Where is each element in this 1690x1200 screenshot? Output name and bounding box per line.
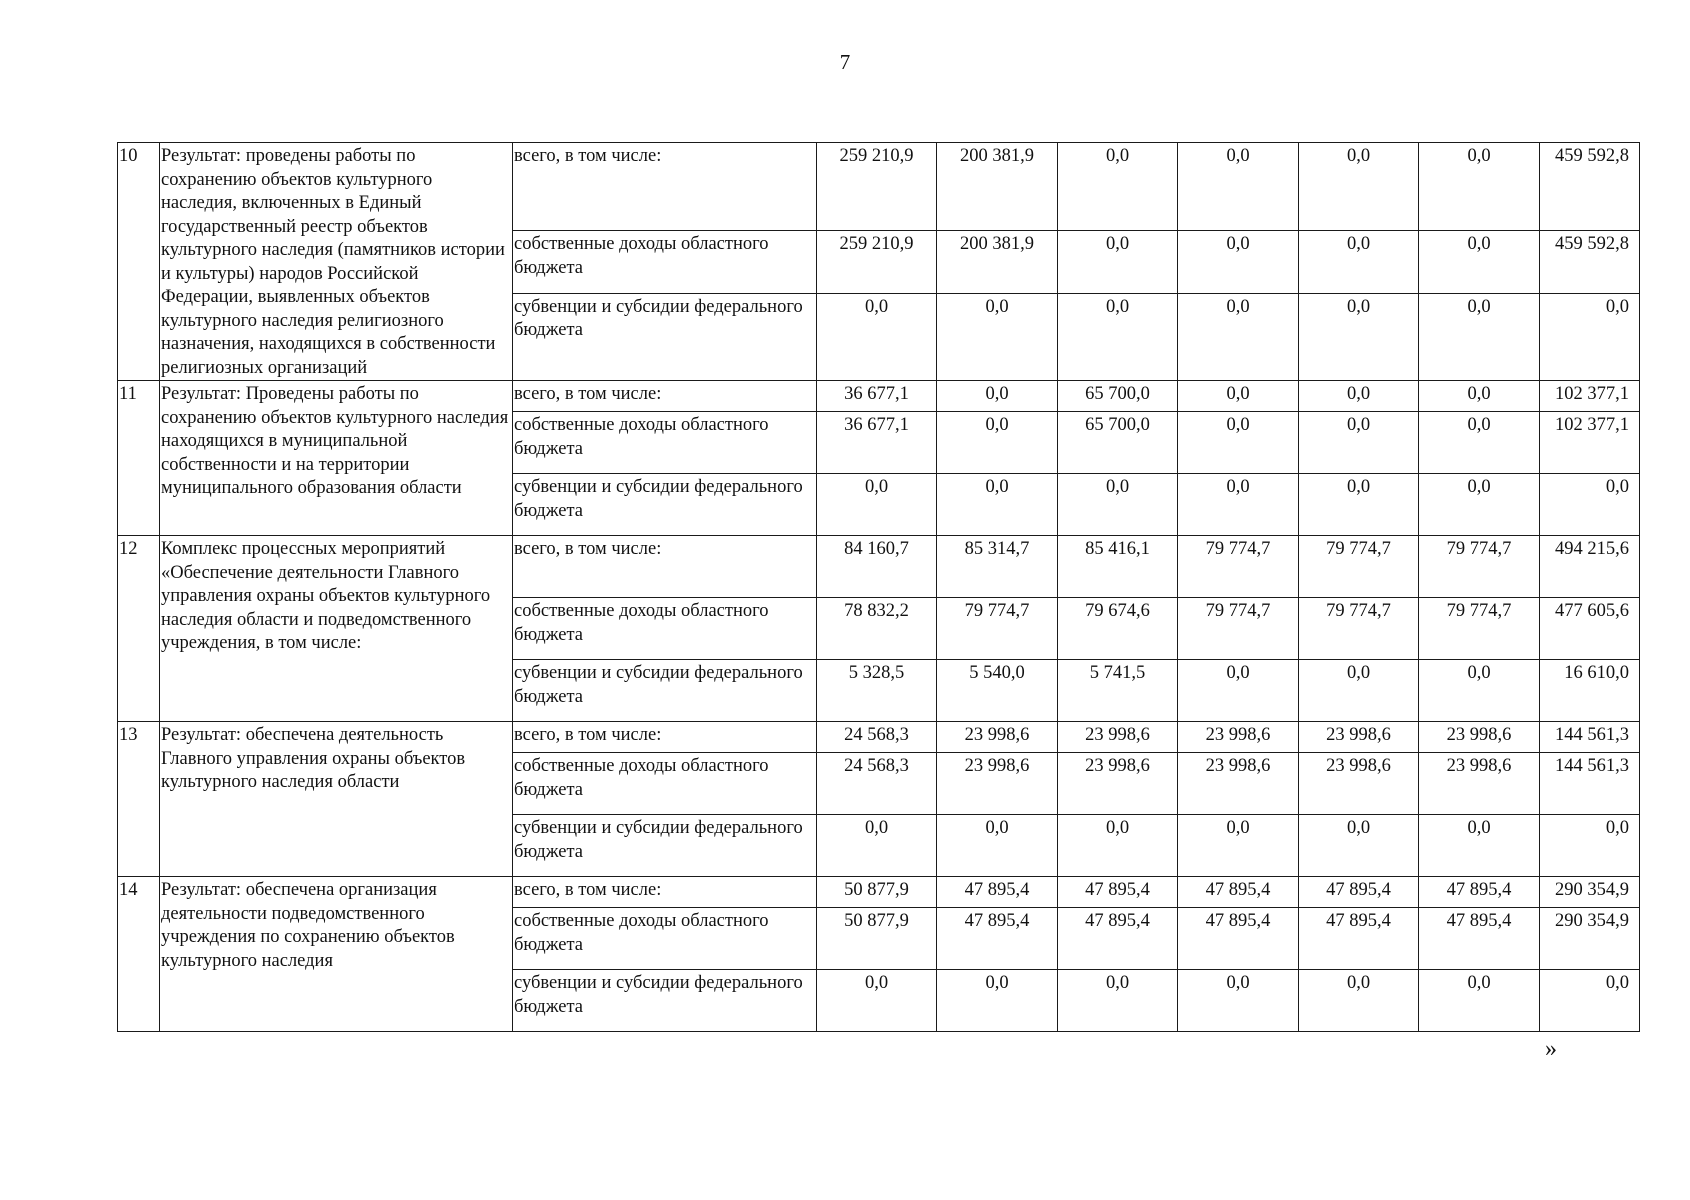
year-value: 0,0	[817, 293, 937, 380]
year-value: 50 877,9	[817, 877, 937, 908]
year-value: 0,0	[1178, 412, 1299, 474]
year-value: 0,0	[1299, 143, 1419, 231]
year-value: 0,0	[1178, 231, 1299, 294]
year-value: 84 160,7	[817, 536, 937, 598]
total-value: 290 354,9	[1540, 908, 1640, 970]
year-value: 0,0	[1299, 474, 1419, 536]
year-value: 200 381,9	[937, 231, 1058, 294]
year-value: 78 832,2	[817, 598, 937, 660]
year-value: 79 674,6	[1058, 598, 1178, 660]
year-value: 23 998,6	[937, 753, 1058, 815]
year-value: 79 774,7	[1178, 598, 1299, 660]
measure-name: Результат: обеспечена деятельность Главного управления охраны объектов культурного наследия области	[160, 722, 513, 877]
table-row	[118, 381, 1640, 412]
funding-source: всего, в том числе:	[513, 877, 817, 908]
year-value: 0,0	[1178, 293, 1299, 380]
year-value: 23 998,6	[1178, 722, 1299, 753]
funding-source: всего, в том числе:	[513, 381, 817, 412]
year-value: 79 774,7	[937, 598, 1058, 660]
total-value: 459 592,8	[1540, 143, 1640, 231]
year-value: 47 895,4	[1299, 908, 1419, 970]
year-value: 0,0	[1419, 412, 1540, 474]
total-value: 290 354,9	[1540, 877, 1640, 908]
year-value: 0,0	[1299, 381, 1419, 412]
year-value: 23 998,6	[937, 722, 1058, 753]
closing-quote: »	[1545, 1036, 1557, 1062]
year-value: 0,0	[1178, 970, 1299, 1032]
year-value: 0,0	[1299, 970, 1419, 1032]
year-value: 23 998,6	[1299, 753, 1419, 815]
year-value: 65 700,0	[1058, 381, 1178, 412]
funding-source: всего, в том числе:	[513, 143, 817, 231]
year-value: 47 895,4	[1178, 908, 1299, 970]
total-value: 494 215,6	[1540, 536, 1640, 598]
total-value: 144 561,3	[1540, 722, 1640, 753]
total-value: 102 377,1	[1540, 381, 1640, 412]
year-value: 47 895,4	[1058, 877, 1178, 908]
year-value: 200 381,9	[937, 143, 1058, 231]
year-value: 0,0	[937, 815, 1058, 877]
year-value: 36 677,1	[817, 412, 937, 474]
year-value: 0,0	[1178, 474, 1299, 536]
funding-source: субвенции и субсидии федерального бюджета	[513, 293, 817, 380]
year-value: 79 774,7	[1178, 536, 1299, 598]
year-value: 79 774,7	[1419, 598, 1540, 660]
year-value: 24 568,3	[817, 722, 937, 753]
year-value: 23 998,6	[1058, 753, 1178, 815]
year-value: 23 998,6	[1299, 722, 1419, 753]
funding-source: всего, в том числе:	[513, 536, 817, 598]
year-value: 0,0	[1058, 474, 1178, 536]
year-value: 0,0	[1419, 660, 1540, 722]
table-body	[118, 143, 1640, 1032]
year-value: 0,0	[937, 293, 1058, 380]
year-value: 0,0	[1299, 815, 1419, 877]
year-value: 23 998,6	[1419, 753, 1540, 815]
total-value: 0,0	[1540, 293, 1640, 380]
year-value: 23 998,6	[1178, 753, 1299, 815]
year-value: 0,0	[1178, 143, 1299, 231]
funding-source: субвенции и субсидии федерального бюджета	[513, 660, 817, 722]
year-value: 79 774,7	[1419, 536, 1540, 598]
total-value: 0,0	[1540, 474, 1640, 536]
row-number: 14	[118, 877, 160, 1032]
year-value: 0,0	[1419, 815, 1540, 877]
year-value: 85 416,1	[1058, 536, 1178, 598]
year-value: 0,0	[1419, 231, 1540, 294]
table-row	[118, 536, 1640, 598]
year-value: 79 774,7	[1299, 598, 1419, 660]
year-value: 0,0	[817, 474, 937, 536]
table-row	[118, 877, 1640, 908]
year-value: 0,0	[1178, 381, 1299, 412]
page-number: 7	[839, 50, 851, 74]
year-value: 85 314,7	[937, 536, 1058, 598]
year-value: 0,0	[1419, 293, 1540, 380]
year-value: 0,0	[1058, 231, 1178, 294]
funding-source: всего, в том числе:	[513, 722, 817, 753]
funding-source: собственные доходы областного бюджета	[513, 412, 817, 474]
table-row	[118, 722, 1640, 753]
year-value: 50 877,9	[817, 908, 937, 970]
funding-source: собственные доходы областного бюджета	[513, 598, 817, 660]
year-value: 0,0	[1299, 660, 1419, 722]
total-value: 16 610,0	[1540, 660, 1640, 722]
year-value: 0,0	[817, 970, 937, 1032]
year-value: 23 998,6	[1058, 722, 1178, 753]
total-value: 477 605,6	[1540, 598, 1640, 660]
year-value: 259 210,9	[817, 231, 937, 294]
funding-source: собственные доходы областного бюджета	[513, 908, 817, 970]
year-value: 0,0	[937, 381, 1058, 412]
year-value: 0,0	[937, 412, 1058, 474]
year-value: 5 328,5	[817, 660, 937, 722]
year-value: 0,0	[1058, 143, 1178, 231]
funding-source: собственные доходы областного бюджета	[513, 231, 817, 294]
year-value: 0,0	[1058, 970, 1178, 1032]
funding-source: субвенции и субсидии федерального бюджета	[513, 474, 817, 536]
row-number: 11	[118, 381, 160, 536]
row-number: 12	[118, 536, 160, 722]
measure-name: Комплекс процессных мероприятий «Обеспечение деятельности Главного управления охраны объектов культурного наследия области и подведомственного учреждения, в том числе:	[160, 536, 513, 722]
measure-name: Результат: Проведены работы по сохранению объектов культурного наследия находящихся в муниципальной собственности и на территории муниципального образования области	[160, 381, 513, 536]
row-number: 10	[118, 143, 160, 381]
year-value: 47 895,4	[1419, 877, 1540, 908]
year-value: 0,0	[1178, 660, 1299, 722]
year-value: 0,0	[817, 815, 937, 877]
total-value: 102 377,1	[1540, 412, 1640, 474]
year-value: 0,0	[1058, 293, 1178, 380]
year-value: 0,0	[1058, 815, 1178, 877]
table-row	[118, 143, 1640, 231]
year-value: 0,0	[1178, 815, 1299, 877]
total-value: 459 592,8	[1540, 231, 1640, 294]
year-value: 0,0	[1419, 970, 1540, 1032]
year-value: 5 540,0	[937, 660, 1058, 722]
budget-table	[117, 142, 1640, 1032]
funding-source: субвенции и субсидии федерального бюджета	[513, 815, 817, 877]
measure-name: Результат: обеспечена организация деятельности подведомственного учреждения по сохранению объектов культурного наследия	[160, 877, 513, 1032]
year-value: 0,0	[937, 970, 1058, 1032]
year-value: 0,0	[1299, 412, 1419, 474]
year-value: 0,0	[1419, 474, 1540, 536]
year-value: 23 998,6	[1419, 722, 1540, 753]
year-value: 65 700,0	[1058, 412, 1178, 474]
year-value: 0,0	[1419, 381, 1540, 412]
year-value: 259 210,9	[817, 143, 937, 231]
year-value: 47 895,4	[1058, 908, 1178, 970]
total-value: 144 561,3	[1540, 753, 1640, 815]
year-value: 5 741,5	[1058, 660, 1178, 722]
total-value: 0,0	[1540, 815, 1640, 877]
year-value: 36 677,1	[817, 381, 937, 412]
year-value: 47 895,4	[1178, 877, 1299, 908]
year-value: 47 895,4	[937, 908, 1058, 970]
year-value: 0,0	[937, 474, 1058, 536]
year-value: 0,0	[1299, 231, 1419, 294]
year-value: 47 895,4	[937, 877, 1058, 908]
year-value: 79 774,7	[1299, 536, 1419, 598]
funding-source: субвенции и субсидии федерального бюджета	[513, 970, 817, 1032]
year-value: 47 895,4	[1419, 908, 1540, 970]
year-value: 0,0	[1299, 293, 1419, 380]
total-value: 0,0	[1540, 970, 1640, 1032]
year-value: 47 895,4	[1299, 877, 1419, 908]
funding-source: собственные доходы областного бюджета	[513, 753, 817, 815]
year-value: 24 568,3	[817, 753, 937, 815]
year-value: 0,0	[1419, 143, 1540, 231]
measure-name: Результат: проведены работы по сохранению объектов культурного наследия, включенных в Единый государственный реестр объектов культурного наследия (памятников истории и культуры) народов Российской Федерации, выявленных объектов культурного наследия религиозного назначения, находящихся в собственности религиозных организаций	[160, 143, 513, 381]
row-number: 13	[118, 722, 160, 877]
